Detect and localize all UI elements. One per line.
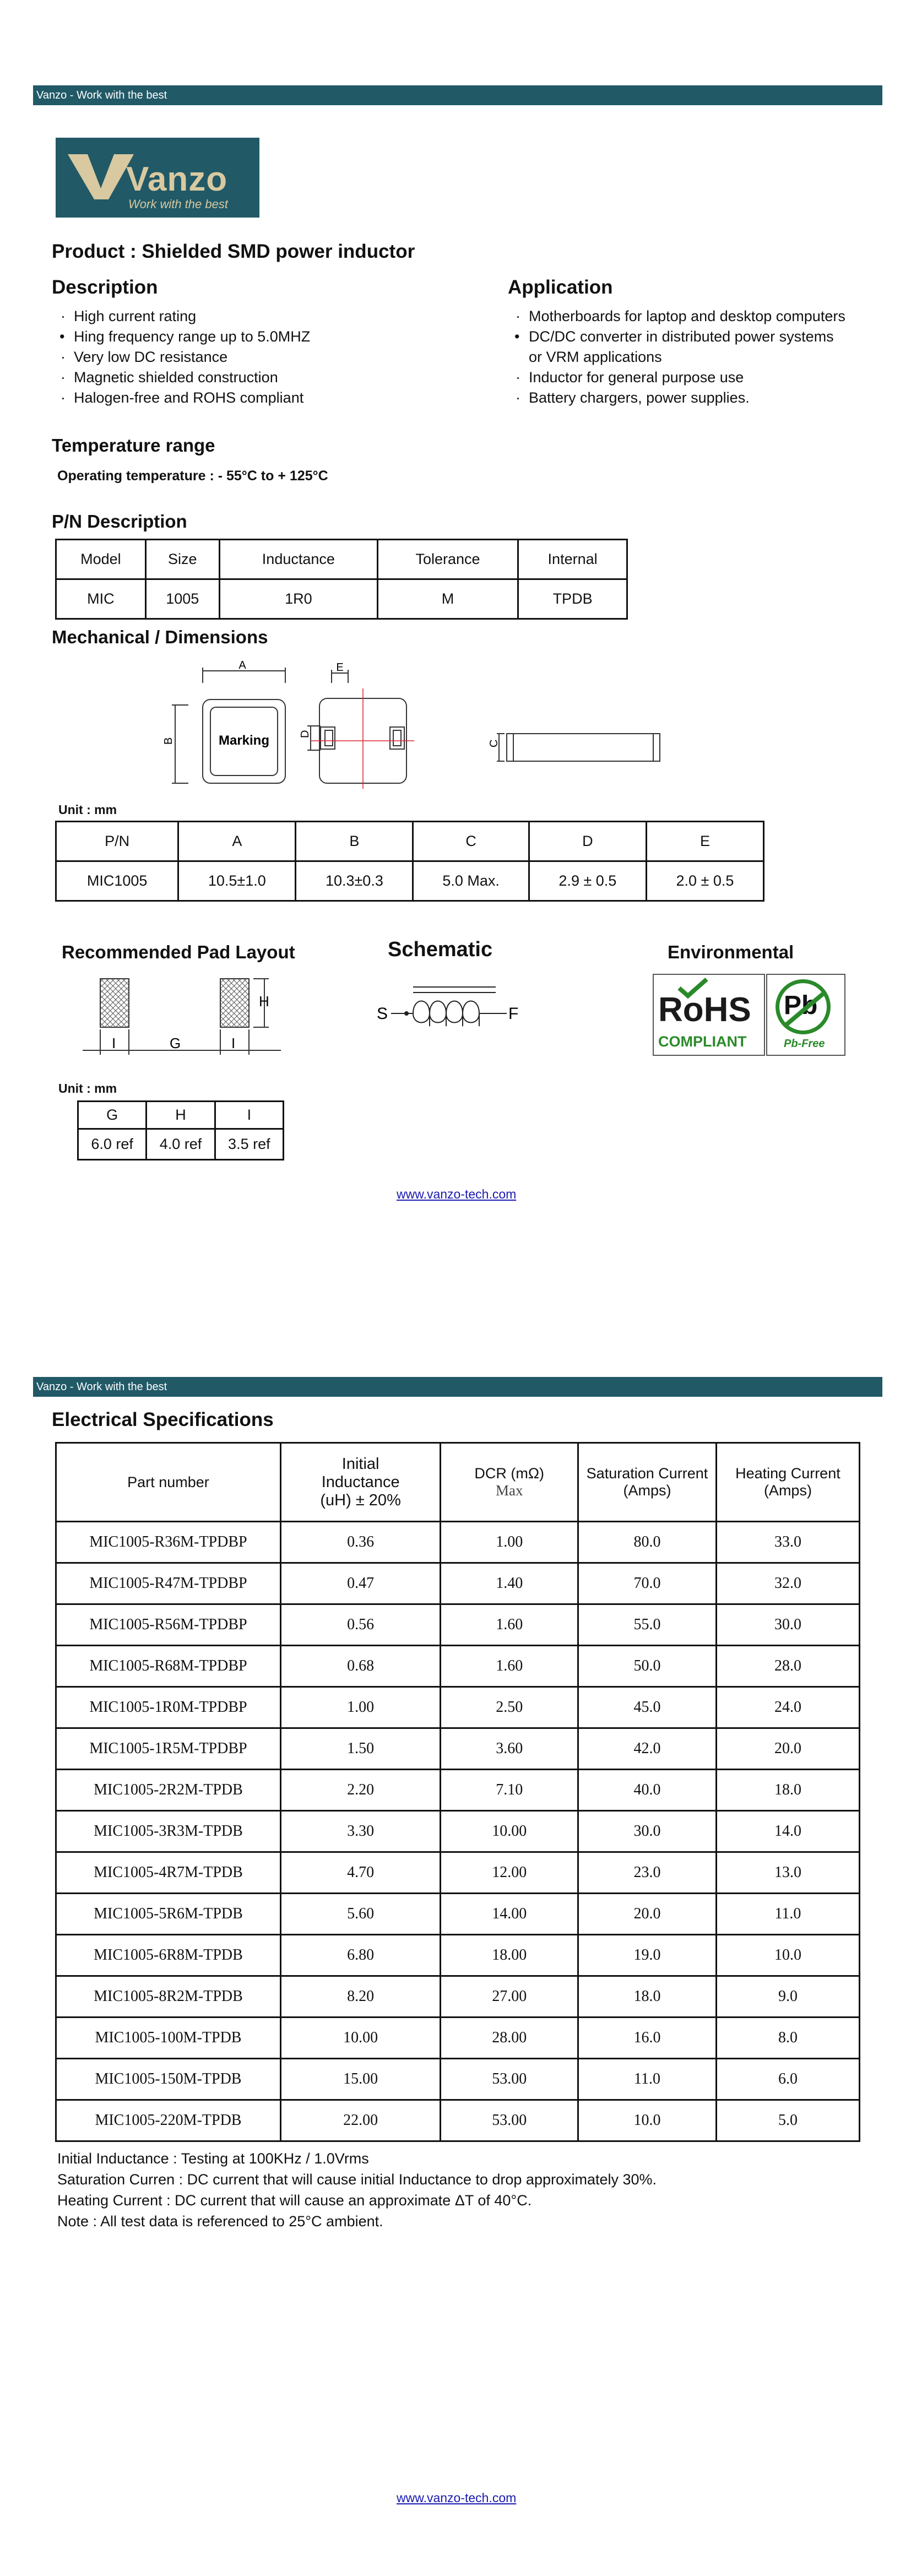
rohs-badge: [653, 974, 765, 1056]
table-cell: 20.0: [716, 1728, 859, 1770]
table-cell: MIC1005-100M-TPDB: [56, 2018, 281, 2059]
table-cell: 42.0: [578, 1728, 717, 1770]
table-cell: MIC1005-R47M-TPDBP: [56, 1563, 281, 1604]
table-cell: Model: [56, 540, 146, 579]
table-cell: 53.00: [441, 2059, 578, 2100]
header-inductance: Initial Inductance (uH) ± 20%: [280, 1443, 440, 1522]
logo-name: Vanzo: [126, 160, 228, 198]
table-cell: 15.00: [280, 2059, 440, 2100]
notes: [57, 2148, 861, 2232]
table-cell: MIC1005-220M-TPDB: [56, 2100, 281, 2141]
table-cell: 8.0: [716, 2018, 859, 2059]
table-row: [56, 1894, 860, 1935]
table-cell: 30.0: [578, 1811, 717, 1852]
product-title: Product : Shielded SMD power inductor: [52, 241, 415, 262]
table-row: [56, 1604, 860, 1646]
logo-tagline: Work with the best: [128, 197, 228, 211]
table-cell: 80.0: [578, 1522, 717, 1563]
temperature-heading: Temperature range: [52, 435, 215, 455]
table-cell: 19.0: [578, 1935, 717, 1976]
table-row: [56, 2100, 860, 2141]
table-cell: 2.9 ± 0.5: [529, 861, 646, 901]
table-cell: 14.0: [716, 1811, 859, 1852]
table-row: [56, 1935, 860, 1976]
table-row: [56, 2018, 860, 2059]
table-cell: MIC: [56, 579, 146, 619]
table-cell: 6.0: [716, 2059, 859, 2100]
table-cell: MIC1005-1R0M-TPDBP: [56, 1687, 281, 1728]
pad-table: [77, 1100, 284, 1160]
table-cell: Tolerance: [377, 540, 518, 579]
pad-h-label: H: [259, 993, 269, 1010]
list-item: · Motherboards for laptop and desktop computers: [512, 306, 887, 327]
compliant-text: COMPLIANT: [658, 1033, 747, 1050]
list-item: · Magnetic shielded construction: [57, 367, 476, 388]
table-cell: 28.0: [716, 1646, 859, 1687]
table-cell: 0.56: [280, 1604, 440, 1646]
table-cell: 1R0: [219, 579, 377, 619]
table-cell: MIC1005-5R6M-TPDB: [56, 1894, 281, 1935]
pb-free-badge: [766, 974, 845, 1056]
operating-temperature: Operating temperature : - 55°C to + 125°C: [57, 468, 328, 484]
environmental-heading: Environmental: [668, 942, 794, 962]
marking-label: Marking: [218, 733, 270, 748]
dim-b-label: B: [162, 737, 175, 745]
header-dcr: DCR (mΩ) Max: [441, 1443, 578, 1522]
table-row: [56, 2059, 860, 2100]
table-cell: 10.3±0.3: [296, 861, 413, 901]
dim-a-label: A: [238, 661, 246, 671]
table-cell: 0.36: [280, 1522, 440, 1563]
table-cell: 16.0: [578, 2018, 717, 2059]
table-cell: 5.0: [716, 2100, 859, 2141]
pad-i-label: I: [231, 1035, 236, 1051]
table-row: [56, 579, 627, 619]
vanzo-logo: [56, 138, 259, 218]
table-cell: 11.0: [716, 1894, 859, 1935]
table-cell: H: [147, 1102, 215, 1129]
table-cell: 4.70: [280, 1852, 440, 1894]
table-cell: 23.0: [578, 1852, 717, 1894]
table-header-row: [56, 1443, 860, 1522]
table-cell: 45.0: [578, 1687, 717, 1728]
table-row: [56, 1563, 860, 1604]
mechanical-heading: Mechanical / Dimensions: [52, 627, 268, 647]
table-cell: 14.00: [441, 1894, 578, 1935]
dim-c-label: C: [488, 739, 500, 747]
table-cell: 10.5±1.0: [178, 861, 296, 901]
description-heading: Description: [52, 276, 158, 298]
table-cell: 8.20: [280, 1976, 440, 2018]
schematic-f-label: F: [508, 1005, 519, 1023]
table-cell: P/N: [56, 822, 178, 861]
pad-heading: Recommended Pad Layout: [62, 942, 295, 962]
table-cell: 12.00: [441, 1852, 578, 1894]
electrical-table: [55, 1442, 860, 2142]
table-cell: 27.00: [441, 1976, 578, 2018]
table-row: [56, 1770, 860, 1811]
table-cell: 1.40: [441, 1563, 578, 1604]
mechanical-table: [55, 821, 764, 902]
table-cell: 18.0: [578, 1976, 717, 2018]
list-item: • Hing frequency range up to 5.0MHZ: [57, 327, 476, 347]
table-cell: 10.00: [441, 1811, 578, 1852]
note-line: Heating Current : DC current that will cause an approximate ΔT of 40°C.: [57, 2192, 532, 2209]
note-line: Note : All test data is referenced to 25°C ambient.: [57, 2213, 383, 2230]
table-row: [56, 822, 764, 861]
list-item: · Very low DC resistance: [57, 347, 476, 367]
table-row: [56, 1976, 860, 2018]
schematic-coil-icon: [375, 975, 529, 1035]
table-row: [56, 1522, 860, 1563]
table-cell: 2.50: [441, 1687, 578, 1728]
header-heating: Heating Current (Amps): [716, 1443, 859, 1522]
table-cell: 11.0: [578, 2059, 717, 2100]
table-cell: 53.00: [441, 2100, 578, 2141]
table-cell: Inductance: [219, 540, 377, 579]
header-saturation: Saturation Current (Amps): [578, 1443, 717, 1522]
table-cell: 30.0: [716, 1604, 859, 1646]
pb-text: Pb: [784, 991, 818, 1020]
mechanical-drawing: [160, 661, 677, 793]
pad-unit: Unit : mm: [58, 1081, 117, 1096]
table-cell: B: [296, 822, 413, 861]
table-cell: 2.20: [280, 1770, 440, 1811]
pn-heading: P/N Description: [52, 511, 187, 532]
table-cell: 50.0: [578, 1646, 717, 1687]
table-cell: MIC1005: [56, 861, 178, 901]
table-cell: M: [377, 579, 518, 619]
table-cell: MIC1005-1R5M-TPDBP: [56, 1728, 281, 1770]
table-cell: 40.0: [578, 1770, 717, 1811]
table-cell: 1.60: [441, 1646, 578, 1687]
table-row: [78, 1102, 284, 1129]
rohs-text: RoHS: [658, 991, 751, 1029]
table-cell: MIC1005-8R2M-TPDB: [56, 1976, 281, 2018]
table-cell: 18.0: [716, 1770, 859, 1811]
table-cell: 18.00: [441, 1935, 578, 1976]
table-cell: 10.00: [280, 2018, 440, 2059]
electrical-heading: Electrical Specifications: [52, 1409, 274, 1430]
table-cell: 0.47: [280, 1563, 440, 1604]
header-bar: Vanzo - Work with the best: [33, 1377, 882, 1397]
table-cell: 6.0 ref: [78, 1129, 147, 1160]
table-row: [56, 861, 764, 901]
list-item: · High current rating: [57, 306, 476, 327]
table-row: [78, 1129, 284, 1160]
application-list: [512, 306, 887, 408]
pad-i-label: I: [112, 1035, 116, 1051]
table-cell: 7.10: [441, 1770, 578, 1811]
dim-e-label: E: [336, 661, 344, 674]
table-cell: 1.00: [280, 1687, 440, 1728]
table-cell: 1.50: [280, 1728, 440, 1770]
table-cell: E: [646, 822, 763, 861]
table-cell: MIC1005-R56M-TPDBP: [56, 1604, 281, 1646]
description-list: [57, 306, 476, 408]
table-cell: Internal: [518, 540, 627, 579]
table-cell: G: [78, 1102, 147, 1129]
list-item: · Battery chargers, power supplies.: [512, 388, 887, 408]
table-cell: 70.0: [578, 1563, 717, 1604]
table-cell: 10.0: [716, 1935, 859, 1976]
schematic-s-label: S: [377, 1005, 388, 1023]
table-cell: 5.60: [280, 1894, 440, 1935]
pad-g-label: G: [170, 1035, 181, 1051]
table-cell: Size: [145, 540, 219, 579]
table-row: [56, 540, 627, 579]
table-cell: 5.0 Max.: [413, 861, 529, 901]
table-cell: D: [529, 822, 646, 861]
table-row: [56, 1728, 860, 1770]
table-cell: 0.68: [280, 1646, 440, 1687]
table-cell: 20.0: [578, 1894, 717, 1935]
table-row: [56, 1852, 860, 1894]
list-item: • DC/DC converter in distributed power systems: [512, 327, 887, 347]
table-cell: MIC1005-2R2M-TPDB: [56, 1770, 281, 1811]
table-cell: 1.60: [441, 1604, 578, 1646]
pn-table: [55, 539, 628, 620]
website-link[interactable]: www.vanzo-tech.com: [397, 1187, 517, 1201]
table-row: [56, 1687, 860, 1728]
table-cell: MIC1005-R36M-TPDBP: [56, 1522, 281, 1563]
note-line: Initial Inductance : Testing at 100KHz / 1.0Vrms: [57, 2150, 369, 2167]
pb-free-text: Pb-Free: [784, 1038, 825, 1050]
table-cell: 33.0: [716, 1522, 859, 1563]
table-cell: TPDB: [518, 579, 627, 619]
table-cell: 22.00: [280, 2100, 440, 2141]
table-cell: MIC1005-R68M-TPDBP: [56, 1646, 281, 1687]
table-cell: 13.0: [716, 1852, 859, 1894]
dim-d-label: D: [299, 730, 311, 738]
table-row: [56, 1646, 860, 1687]
table-cell: C: [413, 822, 529, 861]
table-cell: MIC1005-4R7M-TPDB: [56, 1852, 281, 1894]
table-cell: 3.30: [280, 1811, 440, 1852]
list-item: · Halogen-free and ROHS compliant: [57, 388, 476, 408]
header-part-number: Part number: [56, 1443, 281, 1522]
table-cell: 2.0 ± 0.5: [646, 861, 763, 901]
table-cell: 24.0: [716, 1687, 859, 1728]
pad-layout-drawing: [72, 972, 303, 1066]
application-heading: Application: [508, 276, 613, 298]
header-bar: Vanzo - Work with the best: [33, 85, 882, 105]
list-item: or VRM applications: [529, 349, 662, 365]
table-cell: 1.00: [441, 1522, 578, 1563]
mechanical-unit: Unit : mm: [58, 802, 117, 817]
table-cell: 9.0: [716, 1976, 859, 2018]
table-cell: 3.60: [441, 1728, 578, 1770]
table-cell: 6.80: [280, 1935, 440, 1976]
table-cell: 55.0: [578, 1604, 717, 1646]
table-cell: 1005: [145, 579, 219, 619]
table-cell: 32.0: [716, 1563, 859, 1604]
list-item: · Inductor for general purpose use: [512, 367, 887, 388]
table-cell: MIC1005-6R8M-TPDB: [56, 1935, 281, 1976]
table-cell: MIC1005-3R3M-TPDB: [56, 1811, 281, 1852]
schematic-heading: Schematic: [388, 938, 493, 961]
table-cell: A: [178, 822, 296, 861]
table-cell: I: [215, 1102, 283, 1129]
table-cell: 10.0: [578, 2100, 717, 2141]
table-cell: MIC1005-150M-TPDB: [56, 2059, 281, 2100]
table-cell: 4.0 ref: [147, 1129, 215, 1160]
table-cell: 3.5 ref: [215, 1129, 283, 1160]
table-row: [56, 1811, 860, 1852]
note-line: Saturation Curren : DC current that will cause initial Inductance to drop approximately 30%.: [57, 2171, 657, 2188]
table-cell: 28.00: [441, 2018, 578, 2059]
website-link[interactable]: www.vanzo-tech.com: [397, 2491, 517, 2505]
